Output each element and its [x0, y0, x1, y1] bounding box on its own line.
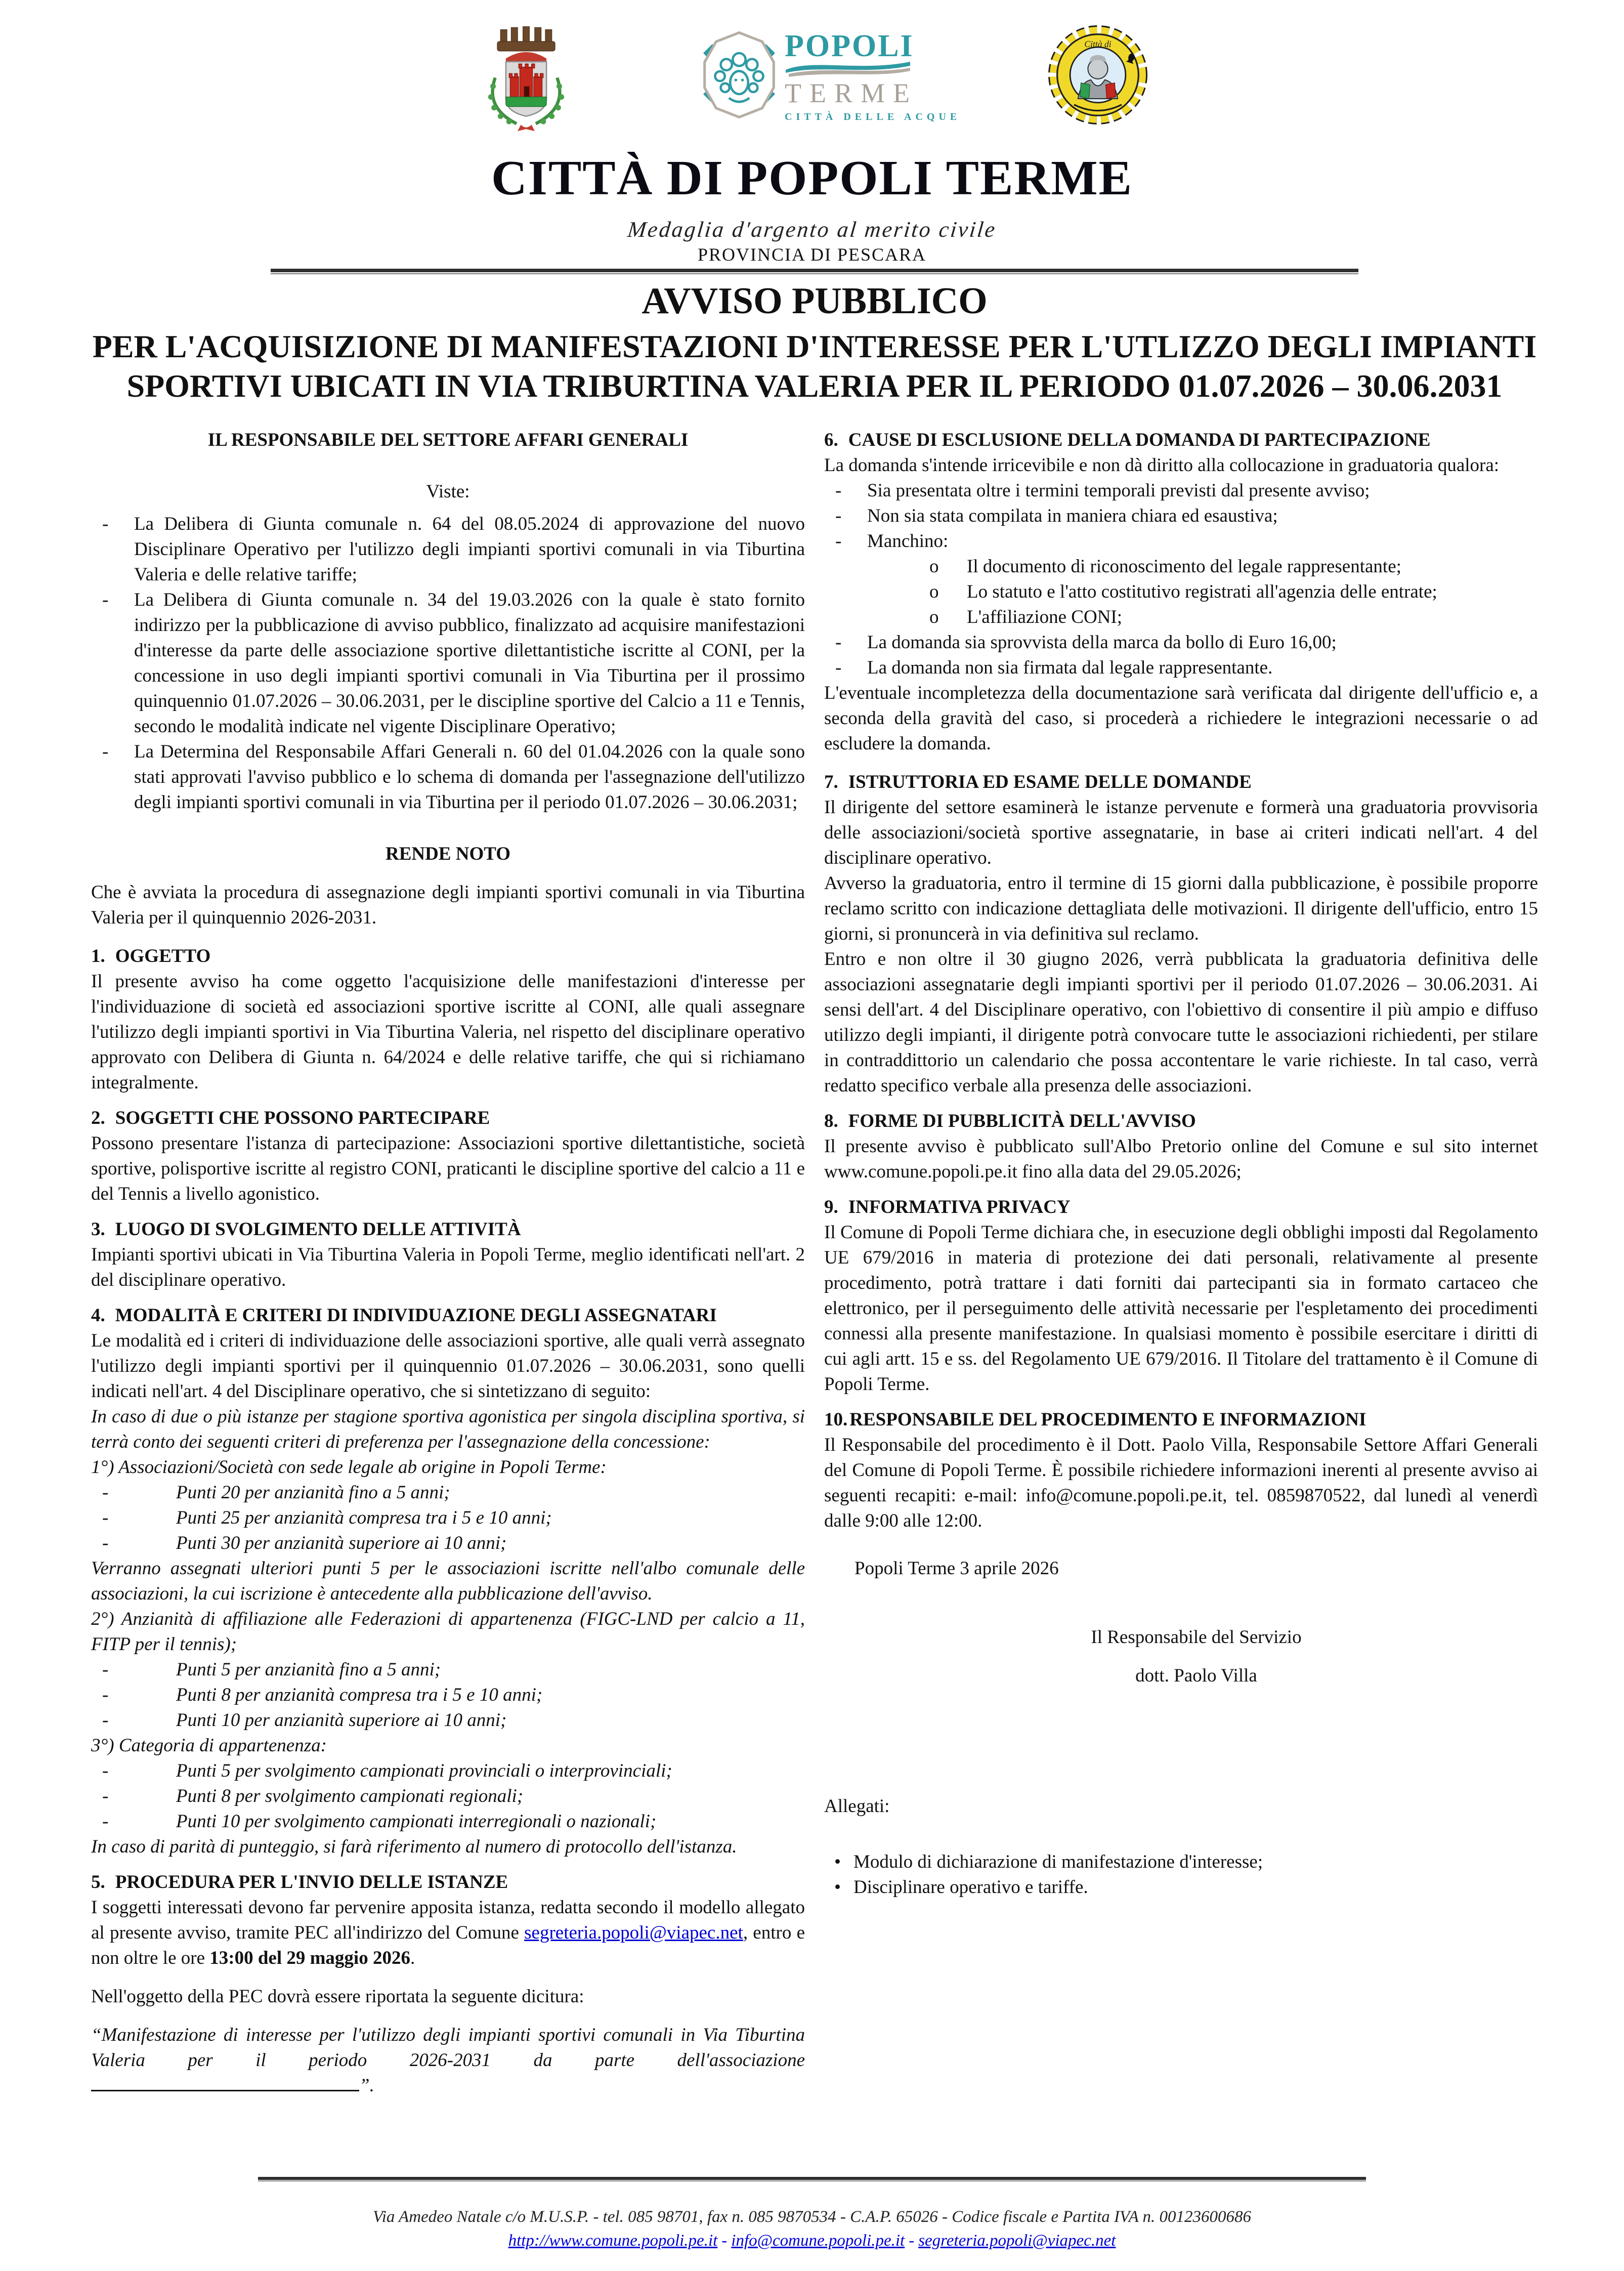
premise-item	[91, 512, 805, 587]
notice-subtitle-line1: PER L'ACQUISIZIONE DI MANIFESTAZIONI D'INTERESSE PER L'UTLIZZO DEGLI IMPIANTI	[92, 328, 1537, 364]
logo-city-name: POPOLI	[785, 29, 914, 63]
page-footer	[0, 2177, 1624, 2250]
right-column	[824, 428, 1538, 2098]
footer-divider	[258, 2177, 1366, 2181]
criterion-item: - Punti 10 per svolgimento campionati interregionali o nazionali;	[102, 1811, 657, 1832]
section-2-text: Possono presentare l'istanza di partecipazione: Associazioni sportive dilettantistiche, società sportive, polisportive iscritte al registro CONI, praticanti le discipline sportive del calcio a 11 e del Tennis a livello agonistico.	[91, 1133, 805, 1204]
criterion-1-title: 1°) Associazioni/Società con sede legale ab origine in Popoli Terme:	[91, 1457, 607, 1478]
section-6-intro: La domanda s'intende irricevibile e non dà diritto alla collocazione in graduatoria qualora:	[824, 455, 1500, 476]
footer-website-link[interactable]: http://www.comune.popoli.pe.it	[508, 2232, 718, 2250]
exclusion-item: - Non sia stata compilata in maniera chiara ed esaustiva;	[835, 506, 1278, 526]
criterion-item: - Punti 5 per svolgimento campionati provinciali o interprovinciali;	[102, 1760, 672, 1781]
fill-in-blank	[91, 2075, 359, 2091]
section-10-heading: 10. RESPONSABILE DEL PROCEDIMENTO E INFORMAZIONI	[824, 1409, 1366, 1430]
attachments-list	[824, 1849, 1538, 1900]
section-9-heading: 9. INFORMATIVA PRIVACY	[824, 1197, 1071, 1217]
logo-tagline: CITTÀ DELLE ACQUE	[785, 111, 961, 122]
criterion-1-note: Verranno assegnati ulteriori punti 5 per le associazioni iscritte nell'albo comunale delle associazioni, la cui iscrizione è antecedente alla pubblicazione dell'avviso.	[91, 1558, 805, 1604]
criterion-2-title: 2°) Anzianità di affiliazione alle Federazioni di appartenenza (FIGC-LND per calcio a 11, FITP per il tennis);	[91, 1609, 805, 1655]
section-2-heading: 2. SOGGETTI CHE POSSONO PARTECIPARE	[91, 1108, 490, 1128]
viste-label: Viste:	[426, 481, 470, 502]
pec-email-link[interactable]: segreteria.popoli@viapec.net	[524, 1922, 743, 1943]
badge-top-text: Città di	[1084, 39, 1112, 50]
section-4-heading: 4. MODALITÀ E CRITERI DI INDIVIDUAZIONE DEGLI ASSEGNATARI	[91, 1305, 717, 1326]
section-7-p1: Il dirigente del settore esaminerà le istanze pervenute e formerà una graduatoria provvisoria delle associazioni/società sportive assegnatarie, in base ai criteri indicati nell'art. 4 del disciplinare operativo.	[824, 797, 1538, 868]
dash-marker: -	[102, 514, 109, 534]
section-7-p2: Avverso la graduatoria, entro il termine di 15 giorni dalla pubblicazione, è possibile proporre reclamo scritto con indicazione dettagliata delle motivazioni. Il dirigente dell'ufficio, entro 15 giorni, si pronuncerà in via definitiva sul reclamo.	[824, 873, 1538, 944]
section-3-text: Impianti sportivi ubicati in Via Tiburtina Valeria in Popoli Terme, meglio identificati nell'art. 2 del disciplinare operativo.	[91, 1244, 805, 1290]
criterion-item: - Punti 20 per anzianità fino a 5 anni;	[102, 1482, 450, 1503]
province-label: PROVINCIA DI PESCARA	[697, 244, 927, 265]
signature-name: dott. Paolo Villa	[1135, 1665, 1257, 1686]
section-1-heading: 1. OGGETTO	[91, 946, 211, 966]
section-5-text: I soggetti interessati devono far pervenire apposita istanza, redatta secondo il modello allegato al presente avviso, tramite PEC all'indirizzo del Comune segreteria.popoli@viapec.net, entro e non oltre le ore 13:00 del 29 maggio 2026.	[91, 1897, 805, 1968]
section-6-heading: 6. CAUSE DI ESCLUSIONE DELLA DOMANDA DI PARTECIPAZIONE	[824, 430, 1431, 450]
pec-subject-intro: Nell'oggetto della PEC dovrà essere riportata la seguente dicitura:	[91, 1986, 584, 2007]
criterion-3-title: 3°) Categoria di appartenenza:	[91, 1735, 327, 1756]
criteria-intro: In caso di due o più istanze per stagione sportiva agonistica per singola disciplina sportiva, si terrà conto dei seguenti criteri di preferenza per l'assegnazione della concessione:	[91, 1406, 805, 1452]
city-badge-icon	[1048, 25, 1147, 127]
missing-doc-item: o Il documento di riconoscimento del legale rappresentante;	[929, 556, 1401, 577]
section-8-heading: 8. FORME DI PUBBLICITÀ DELL'AVVISO	[824, 1111, 1196, 1131]
criterion-item: - Punti 8 per svolgimento campionati regionali;	[102, 1786, 524, 1806]
popoli-terme-logo	[701, 31, 961, 123]
tie-break-note: In caso di parità di punteggio, si farà riferimento al numero di protocollo dell'istanza.	[91, 1836, 737, 1857]
criterion-item: - Punti 30 per anzianità superiore ai 10 anni;	[102, 1533, 507, 1553]
premise-item	[91, 739, 805, 815]
section-10-text: Il Responsabile del procedimento è il Dott. Paolo Villa, Responsabile Settore Affari Generali del Comune di Popoli Terme. È possibile richiedere informazioni inerenti al presente avviso ai seguenti recapiti: e-mail: info@comune.popoli.pe.it, tel. 0859870522, dal lunedì al venerdì dalle 9:00 alle 12:00.	[824, 1435, 1538, 1531]
page-title: CITTÀ DI POPOLI TERME	[491, 151, 1133, 205]
left-column	[91, 428, 805, 2098]
premise-text: La Delibera di Giunta comunale n. 64 del 08.05.2024 di approvazione del nuovo Disciplinare Operativo per l'utilizzo degli impianti sportivi comunali in via Tiburtina Valeria e delle relative tariffe;	[134, 514, 805, 585]
premise-text: La Delibera di Giunta comunale n. 34 del 19.03.2026 con la quale è stato fornito indirizzo per la pubblicazione di avviso pubblico, finalizzato ad acquisire manifestazioni d'interesse da parte delle associazione sportive dilettantistiche iscritte al CONI, per la concessione in uso degli impianti sportivi comunali in Via Tiburtina per il prossimo quinquennio 01.07.2026 – 30.06.2031, per le discipline sportive del Calcio a 11 e Tennis, secondo le modalità indicate nel vigente Disciplinare Operativo;	[134, 590, 805, 737]
exclusion-item: - Sia presentata oltre i termini temporali previsti dal presente avviso;	[835, 480, 1370, 501]
section-8-text: Il presente avviso è pubblicato sull'Albo Pretorio online del Comune e sul sito internet www.comune.popoli.pe.it fino alla data del 29.05.2026;	[824, 1136, 1538, 1182]
criterion-item: - Punti 5 per anzianità fino a 5 anni;	[102, 1659, 441, 1680]
dash-marker: -	[102, 590, 109, 610]
section-5-heading: 5. PROCEDURA PER L'INVIO DELLE ISTANZE	[91, 1872, 508, 1892]
responsible-heading: IL RESPONSABILE DEL SETTORE AFFARI GENERALI	[207, 430, 689, 450]
rende-noto-text: Che è avviata la procedura di assegnazione degli impianti sportivi comunali in via Tiburtina Valeria per il quinquennio 2026-2031.	[91, 882, 805, 928]
logo-terme: TERME	[785, 78, 918, 108]
section-4-text: Le modalità ed i criteri di individuazione delle associazioni sportive, alle quali verrà assegnato l'utilizzo degli impianti sportivi per il quinquennio 01.07.2026 – 30.06.2031, sono quelli indicati nell'art. 4 del Disciplinare operativo, che si sintetizzano di seguito:	[91, 1330, 805, 1402]
notice-subtitle-line2: SPORTIVI UBICATI IN VIA TRIBURTINA VALERIA PER IL PERIODO 01.07.2026 – 30.06.2031	[126, 368, 1503, 404]
popoli-terme-rosette-icon	[701, 31, 778, 118]
section-1-text: Il presente avviso ha come oggetto l'acquisizione delle manifestazioni d'interesse per l'individuazione di società ed associazioni sportive iscritte al CONI, alle quali assegnare l'utilizzo degli impianti sportivi in Via Tiburtina Valeria, nel rispetto del disciplinare operativo approvato con Delibera di Giunta n. 64/2024 e delle relative tariffe, che qui si richiamano integralmente.	[91, 971, 805, 1093]
city-motto: Medaglia d'argento al merito civile	[626, 217, 998, 242]
attachment-item: • Modulo di dichiarazione di manifestazione d'interesse;	[834, 1852, 1263, 1872]
dash-marker: -	[102, 741, 109, 762]
criterion-item: - Punti 8 per anzianità compresa tra i 5 e 10 anni;	[102, 1685, 543, 1705]
footer-email-link[interactable]: info@comune.popoli.pe.it	[731, 2232, 905, 2250]
section-7-p3: Entro e non oltre il 30 giugno 2026, verrà pubblicata la graduatoria definitiva delle associazioni assegnatarie degli impianti sportivi per il periodo 01.07.2026 – 30.06.2031. Ai sensi dell'art. 4 del Disciplinare operativo, con l'obiettivo di consentire il più ampio e diffuso utilizzo degli impianti, il dirigente potrà convocare tutte le associazioni richiedenti, per stilare in contraddittorio un calendario che possa accontentare le varie richieste. In tal caso, verrà redatto specifico verbale alla presenza delle associazioni.	[824, 949, 1538, 1096]
notice-title: AVVISO PUBBLICO	[642, 280, 988, 322]
attachments-label: Allegati:	[824, 1796, 890, 1817]
premise-item	[91, 587, 805, 739]
premise-text: La Determina del Responsabile Affari Generali n. 60 del 01.04.2026 con la quale sono stati approvati l'avviso pubblico e lo schema di domanda per l'assegnazione dell'utilizzo degli impianti sportivi comunali in via Tiburtina per il periodo 01.07.2026 – 30.06.2031;	[134, 741, 805, 813]
footer-links: http://www.comune.popoli.pe.it - info@comune.popoli.pe.it - segreteria.popoli@viapec.net	[508, 2232, 1116, 2250]
criterion-item: - Punti 10 per anzianità superiore ai 10 anni;	[102, 1710, 507, 1731]
notice-title-block	[86, 279, 1543, 406]
footer-pec-link[interactable]: segreteria.popoli@viapec.net	[918, 2232, 1116, 2250]
section-6-outro: L'eventuale incompletezza della documentazione sarà verificata dal dirigente dell'ufficio e, a seconda della gravità del caso, si procederà a richiedere le integrazioni necessarie o ad escludere la domanda.	[824, 683, 1538, 754]
rende-noto-heading: RENDE NOTO	[385, 844, 511, 864]
attachment-item: • Disciplinare operativo e tariffe.	[834, 1877, 1088, 1898]
section-3-heading: 3. LUOGO DI SVOLGIMENTO DELLE ATTIVITÀ	[91, 1219, 521, 1240]
exclusion-item: - Manchino:	[835, 531, 949, 552]
pec-subject-quote: “Manifestazione di interesse per l'utilizzo degli impianti sportivi comunali in Via Tiburtina Valeria per il periodo 2026-2031 da parte dell'associazione ”.	[91, 2025, 805, 2096]
document-date: Popoli Terme 3 aprile 2026	[854, 1558, 1059, 1579]
deadline-text: 13:00 del 29 maggio 2026	[209, 1948, 410, 1968]
footer-address: Via Amedeo Natale c/o M.U.S.P. - tel. 085 98701, fax n. 085 9870534 - C.A.P. 65026 - Codice fiscale e Partita IVA n. 00123600686	[373, 2208, 1251, 2226]
criterion-item: - Punti 25 per anzianità compresa tra i 5 e 10 anni;	[102, 1507, 552, 1528]
missing-doc-item: o Lo statuto e l'atto costitutivo registrati all'agenzia delle entrate;	[929, 581, 1437, 602]
section-7-heading: 7. ISTRUTTORIA ED ESAME DELLE DOMANDE	[824, 772, 1252, 792]
logo-wave-icon	[785, 61, 911, 78]
exclusion-item: - La domanda non sia firmata dal legale rappresentante.	[835, 657, 1273, 678]
signature-role: Il Responsabile del Servizio	[1091, 1627, 1302, 1648]
header-divider	[271, 269, 1358, 274]
document-body	[91, 428, 1538, 2098]
exclusion-item: - La domanda sia sprovvista della marca da bollo di Euro 16,00;	[835, 632, 1337, 653]
missing-doc-item: o L'affiliazione CONI;	[929, 607, 1123, 627]
section-9-text: Il Comune di Popoli Terme dichiara che, in esecuzione degli obblighi imposti dal Regolamento UE 679/2016 in materia di protezione dei dati personali, relativamente al presente procedimento, potrà trattare i dati forniti dai partecipanti sia in formato cartaceo che elettronico, per il perseguimento delle attività necessarie per l'espletamento dei procedimenti connessi alla presente manifestazione. In qualsiasi momento è possibile esercitare i diritti di cui agli artt. 15 e ss. del Regolamento UE 679/2016. Il Titolare del trattamento è il Comune di Popoli Terme.	[824, 1222, 1538, 1395]
municipal-coat-of-arms-icon	[478, 26, 574, 139]
